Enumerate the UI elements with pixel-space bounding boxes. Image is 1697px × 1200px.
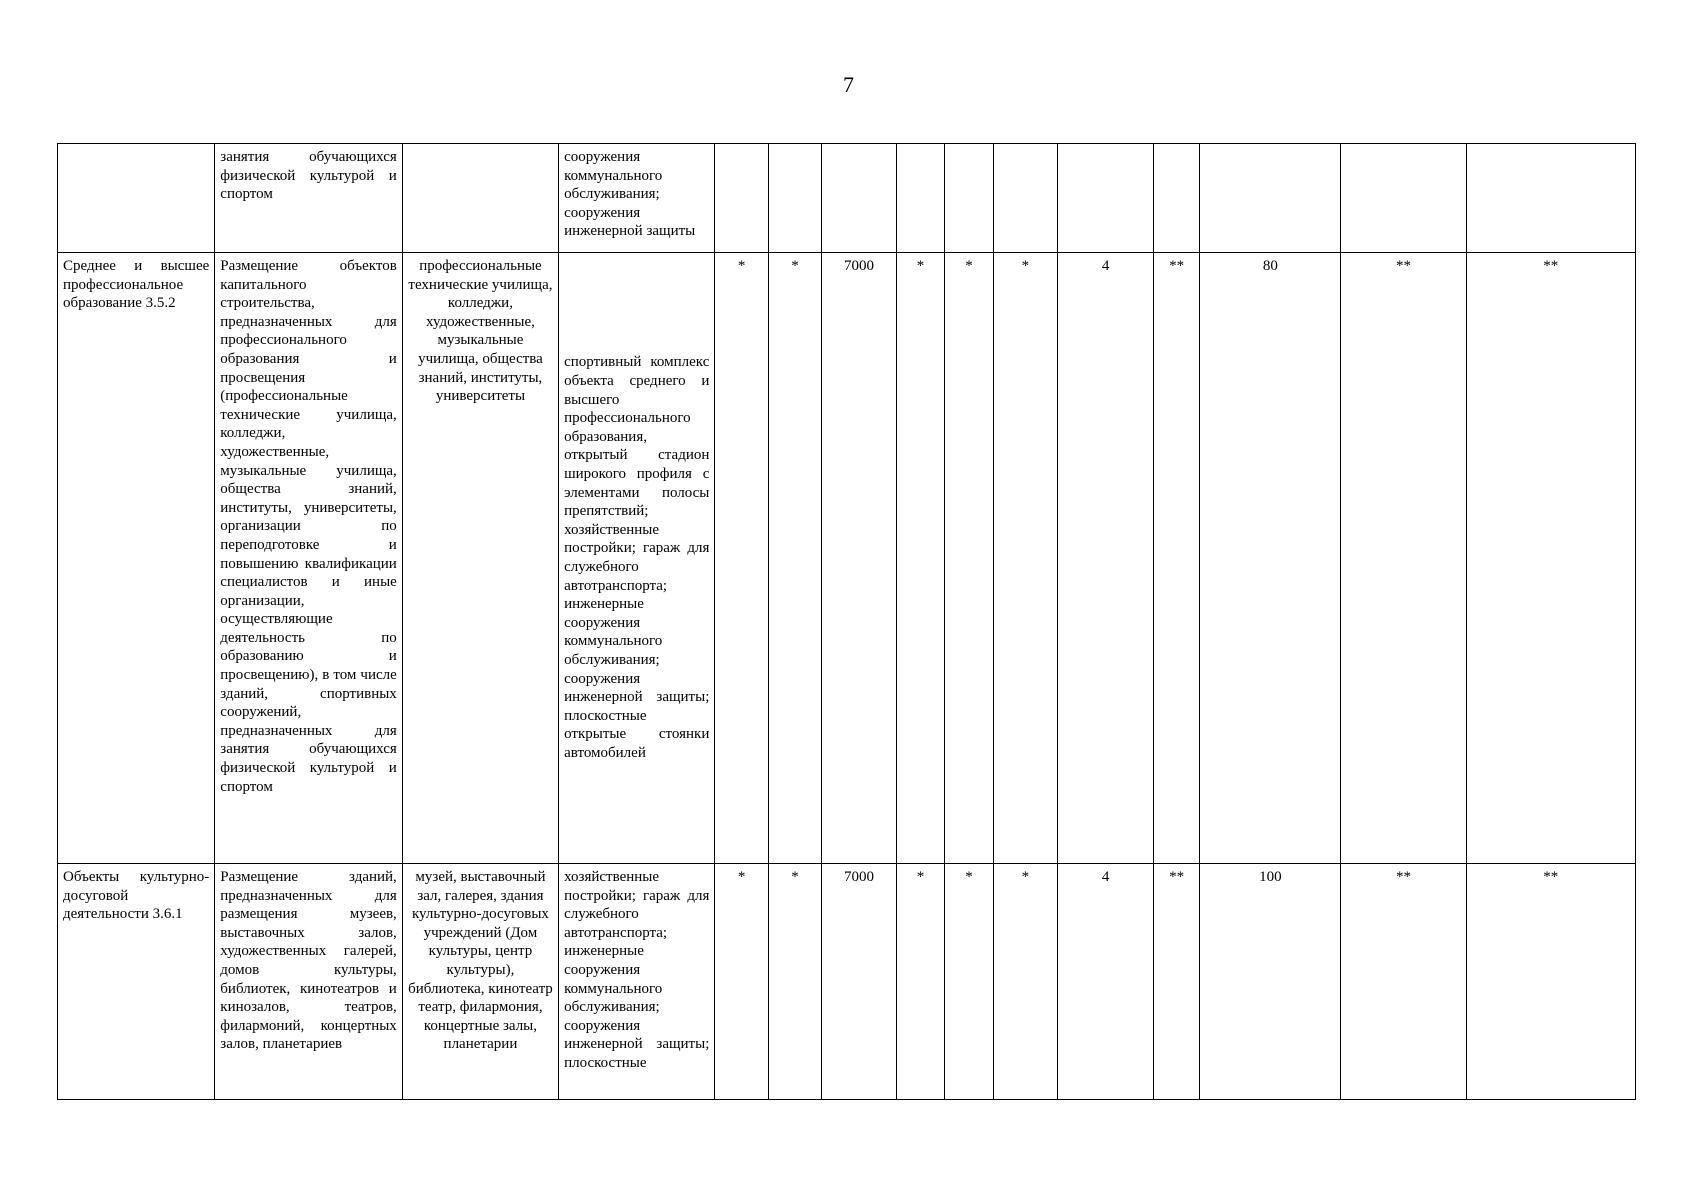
use-examples: профессиональные технические училища, колледжи, художественные, музыкальные училища, общества знаний, институты, университеты [402, 253, 558, 864]
value-cell: ** [1466, 864, 1636, 1100]
value-cell [1058, 144, 1154, 253]
value-cell: * [993, 253, 1058, 864]
value-cell [896, 144, 944, 253]
use-description: Размещение зданий, предназначенных для размещения музеев, выставочных залов, художественных галерей, домов культуры, библиотек, кинотеатров и кинозалов, театров, филармоний, концертных залов, планетариев [215, 864, 403, 1100]
value-cell [1341, 144, 1466, 253]
value-cell: ** [1341, 253, 1466, 864]
value-cell [768, 144, 821, 253]
value-cell [822, 144, 897, 253]
value-cell: * [768, 253, 821, 864]
table-row [58, 253, 1636, 864]
value-cell: * [945, 864, 993, 1100]
value-cell: * [993, 864, 1058, 1100]
auxiliary-uses: спортивный комплекс объекта среднего и высшего профессионального образования, открытый стадион широкого профиля с элементами полосы препятствий; хозяйственные постройки; гараж для служебного автотранспорта; инженерные сооружения коммунального обслуживания; сооружения инженерной защиты; плоскостные открытые стоянки автомобилей [559, 253, 715, 864]
value-cell: * [896, 253, 944, 864]
use-description: занятия обучающихся физической культурой и спортом [215, 144, 403, 253]
regulations-table [57, 143, 1636, 1100]
value-cell [945, 144, 993, 253]
value-cell: * [715, 253, 768, 864]
use-examples [402, 144, 558, 253]
value-cell [715, 144, 768, 253]
value-cell: 7000 [822, 864, 897, 1100]
value-cell: 80 [1200, 253, 1341, 864]
use-examples: музей, выставочный зал, галерея, здания культурно-досуговых учреждений (Дом культуры, центр культуры), библиотека, кинотеатр театр, филармония, концертные залы, планетарии [402, 864, 558, 1100]
value-cell: ** [1466, 253, 1636, 864]
value-cell [1153, 144, 1199, 253]
use-type-name [58, 144, 215, 253]
value-cell: * [768, 864, 821, 1100]
value-cell: ** [1341, 864, 1466, 1100]
use-type-name: Среднее и высшее профессиональное образование 3.5.2 [58, 253, 215, 864]
page-number: 7 [843, 72, 854, 97]
value-cell: * [896, 864, 944, 1100]
table-row [58, 144, 1636, 253]
value-cell: ** [1153, 864, 1199, 1100]
value-cell [1466, 144, 1636, 253]
table-row [58, 864, 1636, 1100]
value-cell: 100 [1200, 864, 1341, 1100]
value-cell: 4 [1058, 864, 1154, 1100]
value-cell: ** [1153, 253, 1199, 864]
value-cell: * [715, 864, 768, 1100]
value-cell [993, 144, 1058, 253]
use-type-name: Объекты культурно-досуговой деятельности 3.6.1 [58, 864, 215, 1100]
value-cell: 4 [1058, 253, 1154, 864]
use-description: Размещение объектов капитального строительства, предназначенных для профессионального образования и просвещения (профессиональные технические училища, колледжи, художественные, музыкальные училища, общества знаний, институты, университеты, организации по переподготовке и повышению квалификации специалистов и иные организации, осуществляющие деятельность по образованию и просвещению), в том числе зданий, спортивных сооружений, предназначенных для занятия обучающихся физической культурой и спортом [215, 253, 403, 864]
value-cell: * [945, 253, 993, 864]
value-cell [1200, 144, 1341, 253]
auxiliary-uses: хозяйственные постройки; гараж для служебного автотранспорта; инженерные сооружения коммунального обслуживания; сооружения инженерной защиты; плоскостные [559, 864, 715, 1100]
auxiliary-uses: сооружения коммунального обслуживания; сооружения инженерной защиты [559, 144, 715, 253]
value-cell: 7000 [822, 253, 897, 864]
